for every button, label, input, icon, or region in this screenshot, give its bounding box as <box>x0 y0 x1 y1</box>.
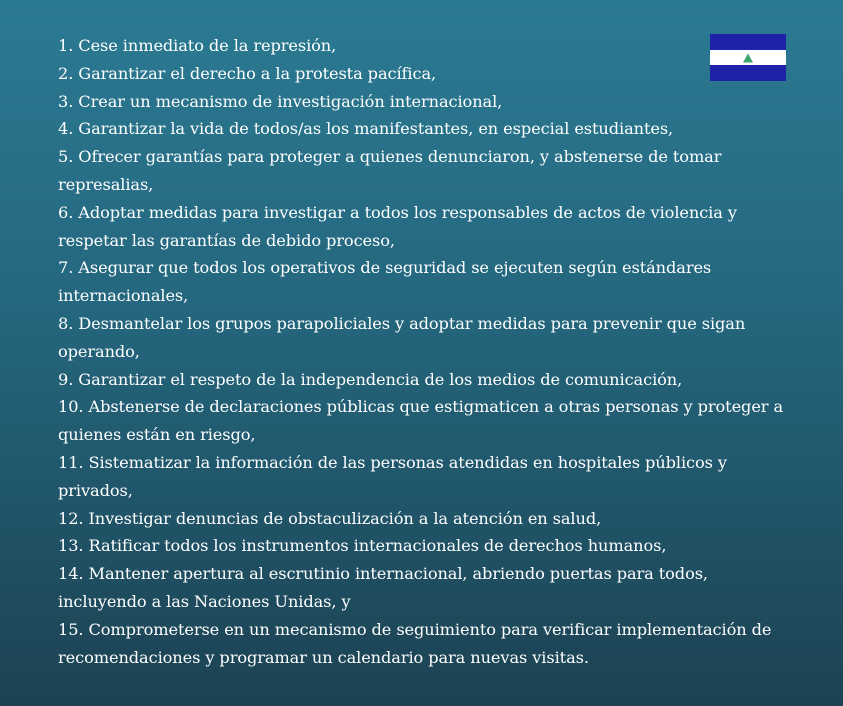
recommendation-item: 8. Desmantelar los grupos parapoliciales y adoptar medidas para prevenir que sigan operando, <box>58 313 746 361</box>
flag-emblem-icon <box>743 53 753 62</box>
recommendation-item: 1. Cese inmediato de la represión, <box>58 36 337 55</box>
recommendation-item: 7. Asegurar que todos los operativos de seguridad se ejecuten según estándares internacionales, <box>58 258 712 306</box>
nicaragua-flag-icon <box>710 34 786 81</box>
recommendation-item: 12. Investigar denuncias de obstaculización a la atención en salud, <box>58 508 602 528</box>
recommendation-item: 4. Garantizar la vida de todos/as los manifestantes, en especial estudiantes, <box>58 119 674 139</box>
recommendation-item: 14. Mantener apertura al escrutinio internacional, abriendo puertas para todos, incluyendo a las Naciones Unidas, y <box>58 564 708 611</box>
recommendation-item: 10. Abstenerse de declaraciones públicas que estigmaticen a otras personas y proteger a quienes están en riesgo, <box>58 397 784 445</box>
recommendation-item: 2. Garantizar el derecho a la protesta pacífica, <box>58 63 437 83</box>
recommendation-item: 9. Garantizar el respeto de la independencia de los medios de comunicación, <box>58 369 683 389</box>
recommendation-item: 11. Sistematizar la información de las personas atendidas en hospitales públicos y privados, <box>58 452 727 500</box>
recommendation-item: 3. Crear un mecanismo de investigación internacional, <box>58 91 503 111</box>
recommendation-item: 15. Comprometerse en un mecanismo de seguimiento para verificar implementación de recomendaciones y programar un calendario para nuevas visitas. <box>58 619 772 667</box>
recommendation-item: 13. Ratificar todos los instrumentos internacionales de derechos humanos, <box>58 536 667 556</box>
recommendation-item: 6. Adoptar medidas para investigar a todos los responsables de actos de violencia y respetar las garantías de debido proceso, <box>58 202 737 250</box>
recommendation-item: 5. Ofrecer garantías para proteger a quienes denunciaron, y abstenerse de tomar represalias, <box>58 147 722 194</box>
flag-top-stripe <box>710 34 786 50</box>
recommendations-list <box>58 32 788 671</box>
flag-bottom-stripe <box>710 65 786 81</box>
flag-middle-stripe <box>710 50 786 66</box>
